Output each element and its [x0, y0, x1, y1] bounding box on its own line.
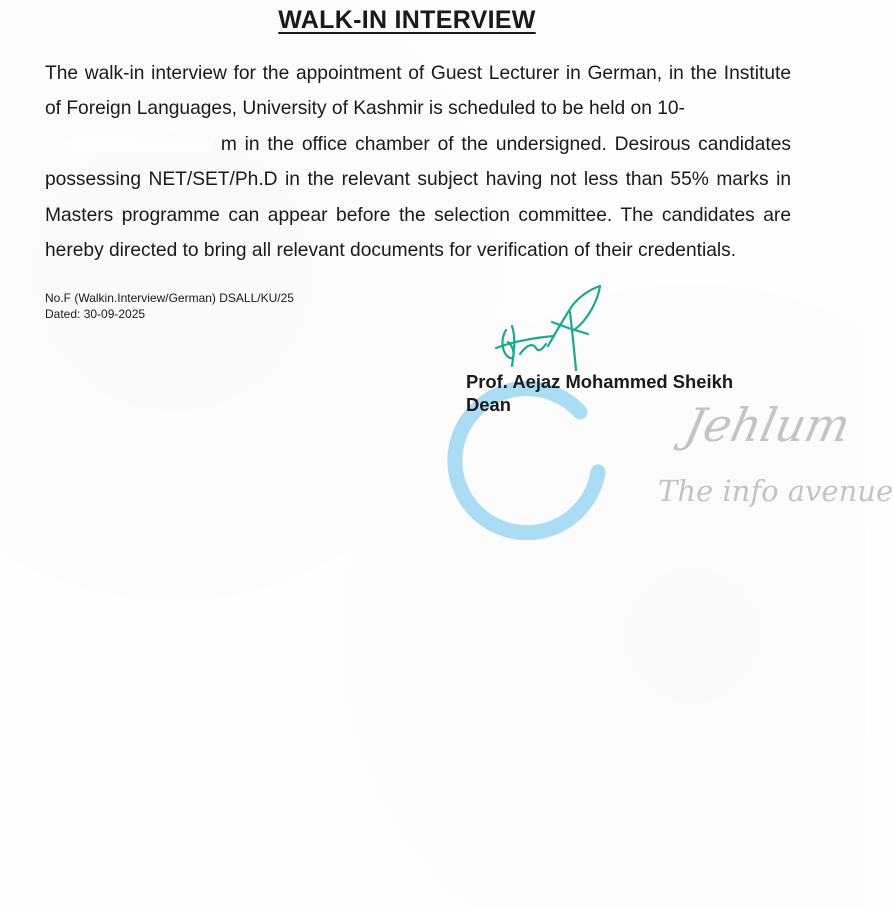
notice-title — [0, 6, 814, 35]
notice-body-part-1: The walk-in interview for the appointment of Guest Lecturer in German, in the Institute of Foreign Languages, University of Kashmir is scheduled to be held on 10- — [45, 63, 791, 120]
redacted-date-area — [45, 138, 213, 152]
notice-title-text: WALK-IN INTERVIEW — [278, 6, 536, 34]
notice-body-part-2: m in the office chamber of the undersigned. Desirous candidates possessing NET/SET/Ph.D in the relevant subject having not less than 55% marks in Masters programme can appear before the selection committee. The candidates are hereby directed to bring all relevant documents for verification of their credentials. — [45, 133, 791, 262]
watermark-tagline: The info avenue — [658, 474, 893, 508]
signatory-name: Prof. Aejaz Mohammed Sheikh — [466, 371, 734, 392]
reference-number: No.F (Walkin.Interview/German) DSALL/KU/25 — [45, 291, 294, 305]
reference-block — [45, 290, 294, 322]
notice-body — [45, 56, 791, 268]
watermark-brand: Jehlum — [680, 398, 855, 452]
reference-date: Dated: 30-09-2025 — [45, 307, 146, 321]
handwritten-signature — [492, 282, 612, 382]
signatory-designation: Dean — [466, 394, 511, 415]
